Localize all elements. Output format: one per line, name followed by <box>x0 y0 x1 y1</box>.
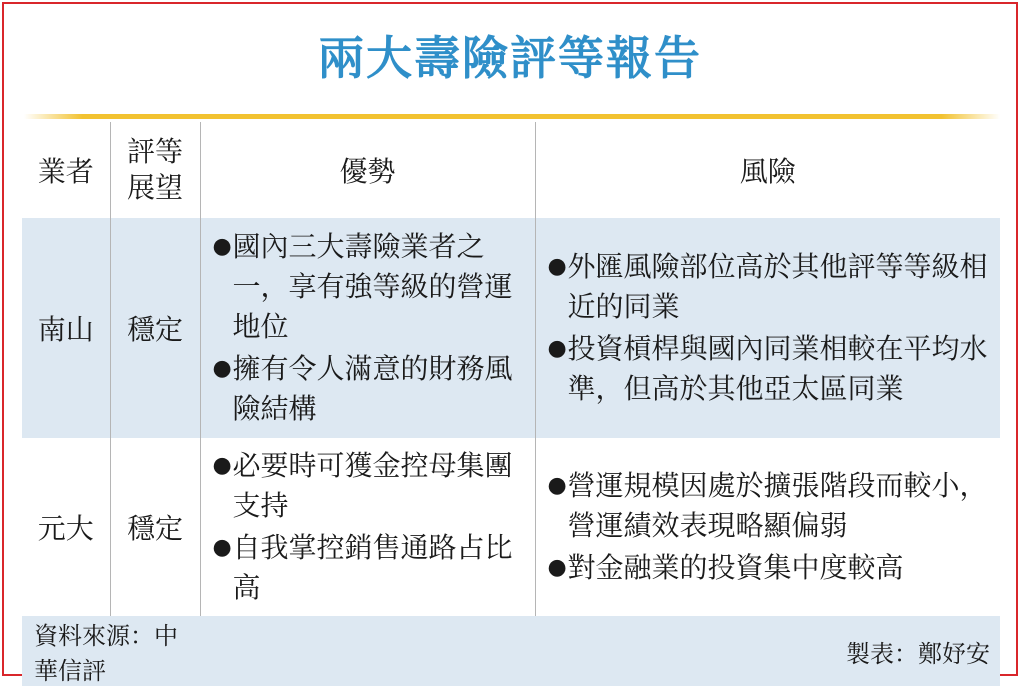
strength-text: 必要時可獲金控母集團支持 <box>232 449 513 522</box>
bullet-icon: ● <box>547 254 567 279</box>
list-item <box>211 528 529 608</box>
list-item <box>211 446 529 526</box>
risks-cell <box>535 438 1000 616</box>
credit-note: 製表：鄭妤安 <box>535 616 1000 686</box>
list-item <box>211 349 529 429</box>
bullet-icon: ● <box>547 555 567 580</box>
table-header-row <box>22 122 1000 218</box>
bullet-icon: ● <box>212 453 232 478</box>
strengths-cell <box>200 438 535 616</box>
strengths-cell <box>200 218 535 438</box>
risk-text: 外匯風險部位高於其他評等等級相近的同業 <box>567 250 988 323</box>
list-item <box>546 548 995 588</box>
risks-list <box>536 247 1001 409</box>
strength-text: 自我掌控銷售通路占比高 <box>232 531 513 604</box>
header-strengths: 優勢 <box>200 122 535 218</box>
header-rating-line1: 評等 <box>126 135 183 168</box>
bullet-icon: ● <box>547 473 567 498</box>
header-rating-outlook <box>110 122 200 218</box>
company-name: 南山 <box>22 218 110 438</box>
strengths-list <box>201 227 535 429</box>
title-divider <box>24 114 1000 119</box>
list-item <box>546 466 995 546</box>
risks-list <box>536 466 1001 588</box>
strength-text: 擁有令人滿意的財務風險結構 <box>232 352 513 425</box>
risk-text: 投資槓桿與國內同業相較在平均水準，但高於其他亞太區同業 <box>567 332 988 405</box>
source-note: 資料來源：中華信評 <box>22 616 200 686</box>
footer-spacer <box>200 616 535 686</box>
bullet-icon: ● <box>212 535 232 560</box>
table-row <box>22 438 1000 616</box>
company-name: 元大 <box>22 438 110 616</box>
bullet-icon: ● <box>212 356 232 381</box>
list-item <box>546 329 995 409</box>
strengths-list <box>201 446 535 608</box>
strength-text: 國內三大壽險業者之一，享有強等級的營運地位 <box>232 230 513 343</box>
risk-text: 對金融業的投資集中度較高 <box>567 551 904 584</box>
table-footer-row <box>22 616 1000 686</box>
header-risks: 風險 <box>535 122 1000 218</box>
bullet-icon: ● <box>212 234 232 259</box>
bullet-icon: ● <box>547 336 567 361</box>
page-title: 兩大壽險評等報告 <box>318 31 702 85</box>
ratings-table <box>22 122 1000 686</box>
rating-outlook: 穩定 <box>110 218 200 438</box>
list-item <box>546 247 995 327</box>
risk-text: 營運規模因處於擴張階段而較小，營運績效表現略顯偏弱 <box>567 469 988 542</box>
table-row <box>22 218 1000 438</box>
list-item <box>211 227 529 347</box>
rating-outlook: 穩定 <box>110 438 200 616</box>
risks-cell <box>535 218 1000 438</box>
header-rating-line2: 展望 <box>126 171 183 204</box>
header-company: 業者 <box>37 155 94 188</box>
